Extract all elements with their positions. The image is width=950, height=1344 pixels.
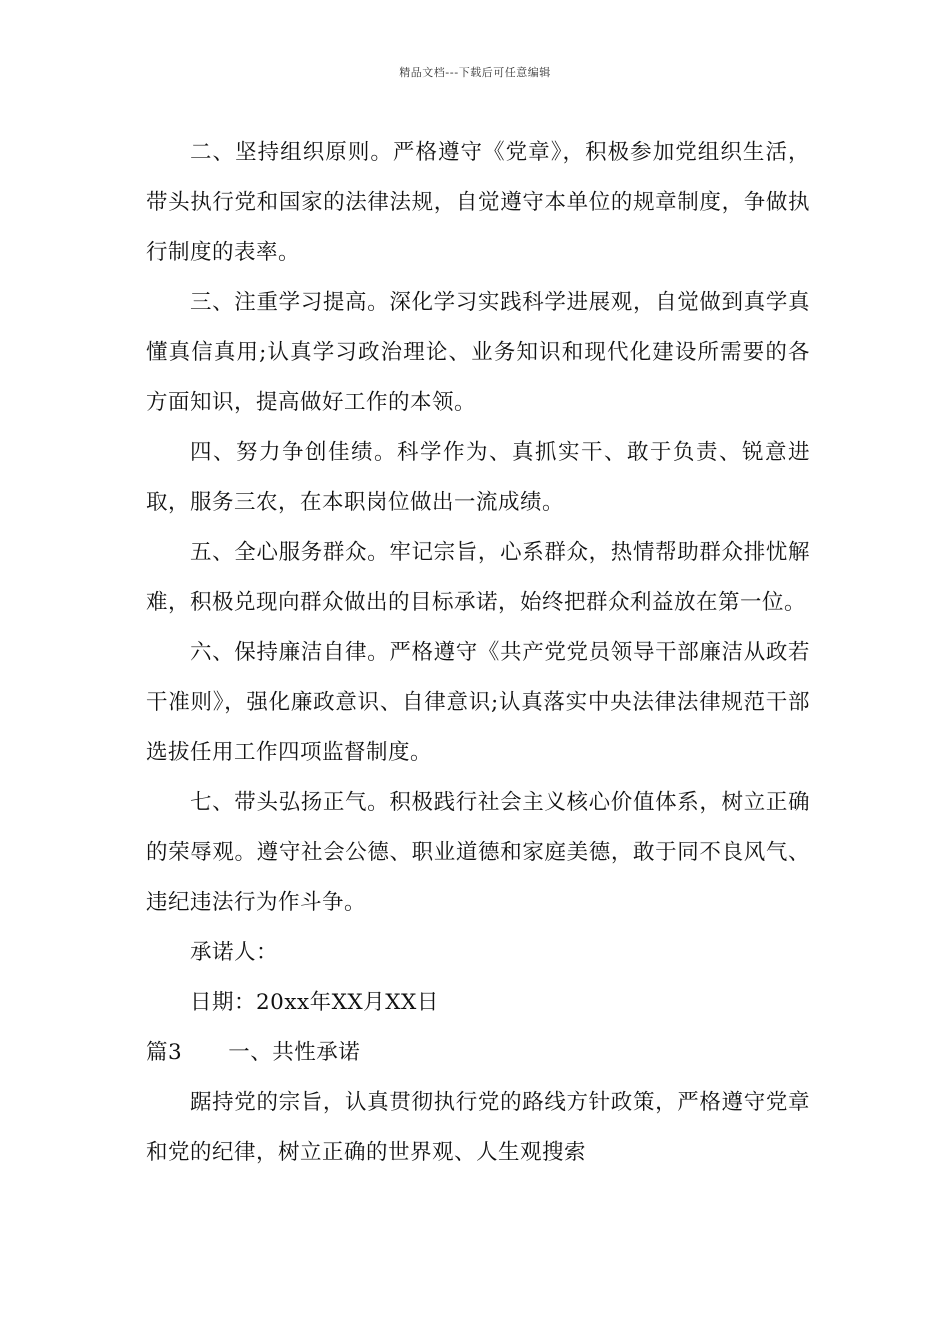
paragraph-study: 三、注重学习提高。深化学习实践科学进展观，自觉做到真学真懂真信真用;认真学习政治理论、业务知识和现代化建设所需要的各方面知识，提高做好工作的本领。: [146, 290, 810, 415]
date-line: 日期：20xx年XX月XX日: [190, 990, 439, 1015]
section-title: 一、共性承诺: [228, 1040, 361, 1065]
promiser-line: 承诺人：: [190, 940, 279, 965]
page-header: 精品文档---下载后可任意编辑: [399, 66, 551, 79]
paragraph-righteousness: 七、带头弘扬正气。积极践行社会主义核心价值体系，树立正确的荣辱观。遵守社会公德、职业道德和家庭美德，敢于同不良风气、违纪违法行为作斗争。: [146, 790, 810, 915]
paragraph-integrity: 六、保持廉洁自律。严格遵守《共产党党员领导干部廉洁从政若干准则》，强化廉政意识、自律意识;认真落实中央法律法律规范干部选拔任用工作四项监督制度。: [146, 640, 810, 765]
paragraph-organization: 二、坚持组织原则。严格遵守《党章》，积极参加党组织生活，带头执行党和国家的法律法规，自觉遵守本单位的规章制度，争做执行制度的表率。: [146, 140, 810, 265]
paragraph-serve-masses: 五、全心服务群众。牢记宗旨，心系群众，热情帮助群众排忧解难，积极兑现向群众做出的目标承诺，始终把群众利益放在第一位。: [146, 540, 810, 615]
document-body: [146, 128, 810, 1178]
paragraph-common-commitment: 踞持党的宗旨，认真贯彻执行党的路线方针政策，严格遵守党章和党的纪律，树立正确的世界观、人生观搜索: [146, 1090, 810, 1165]
section-heading: [146, 1028, 810, 1078]
paragraph-performance: 四、努力争创佳绩。科学作为、真抓实干、敢于负责、锐意进取，服务三农，在本职岗位做出一流成绩。: [146, 440, 810, 515]
section-label: 篇3: [146, 1040, 183, 1065]
